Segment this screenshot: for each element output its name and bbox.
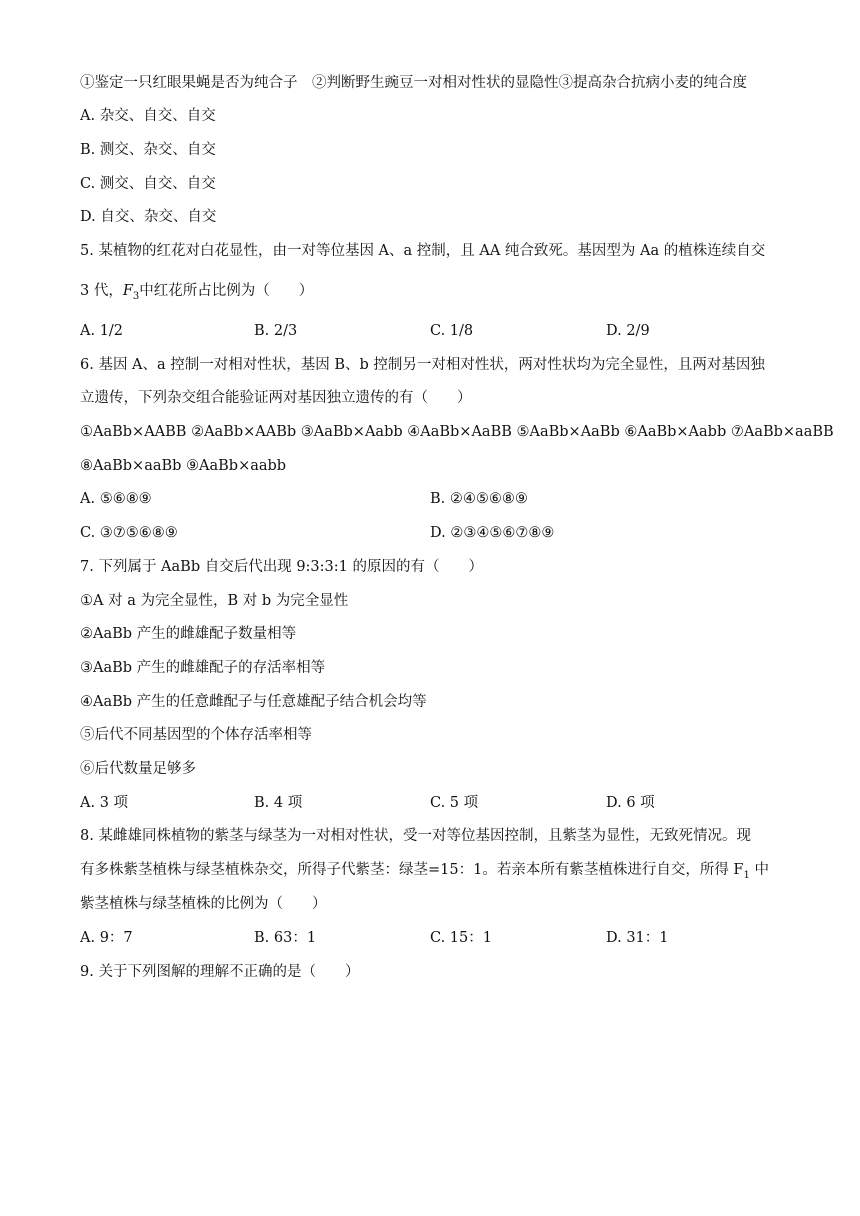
q5-f-symbol: F	[122, 283, 133, 299]
q5-line1: 5. 某植物的红花对白花显性，由一对等位基因 A、a 控制，且 AA 纯合致死。基因型为 Aa 的植株连续自交	[80, 243, 766, 259]
q7-item-6: ⑥后代数量足够多	[80, 761, 196, 777]
q4-option-b: B. 测交、杂交、自交	[80, 142, 216, 158]
q8-line3: 紫茎植株与绿茎植株的比例为（ ）	[80, 896, 327, 912]
q5-options	[80, 321, 800, 341]
q4-option-a: A. 杂交、自交、自交	[80, 108, 216, 124]
q6-line2: 立遗传，下列杂交组合能验证两对基因独立遗传的有（ ）	[80, 390, 472, 406]
q7-stem: 7. 下列属于 AaBb 自交后代出现 9:3:3:1 的原因的有（ ）	[80, 559, 483, 575]
q5-line2-pre: 3 代，	[80, 283, 123, 299]
q8-line2-pre: 有多株紫茎植株与绿茎植株杂交，所得子代紫茎：绿茎=15：1。若亲本所有紫茎植株进行自交，所得 F	[80, 862, 744, 878]
q7-item-5: ⑤后代不同基因型的个体存活率相等	[80, 727, 312, 743]
q7-options	[80, 793, 800, 813]
q5-option-b: B. 2/3	[254, 323, 298, 339]
q6-option-a: A. ⑤⑥⑧⑨	[80, 491, 152, 507]
q6-options-row1	[80, 489, 800, 509]
q8-line2	[80, 860, 769, 886]
q7-option-a: A. 3 项	[80, 795, 129, 811]
q6-combos-line1: ①AaBb×AABB ②AaBb×AABb ③AaBb×Aabb ④AaBb×AaBB ⑤AaBb×AaBb ⑥AaBb×Aabb ⑦AaBb×aaBB	[80, 424, 834, 440]
q5-option-d: D. 2/9	[606, 323, 650, 339]
q7-option-c: C. 5 项	[430, 795, 479, 811]
q5-line2-post: 中红花所占比例为（ ）	[139, 283, 314, 299]
q5-option-c: C. 1/8	[430, 323, 474, 339]
q8-option-d: D. 31：1	[606, 930, 669, 946]
q8-line2-post: 中	[749, 862, 769, 878]
q7-item-2: ②AaBb 产生的雌雄配子数量相等	[80, 626, 297, 642]
q4-stem: ①鉴定一只红眼果蝇是否为纯合子 ②判断野生豌豆一对相对性状的显隐性③提高杂合抗病小麦的纯合度	[80, 75, 747, 91]
q8-options	[80, 928, 800, 948]
q6-options-row2	[80, 523, 800, 543]
q6-combos-line2: ⑧AaBb×aaBb ⑨AaBb×aabb	[80, 458, 287, 474]
q8-option-c: C. 15：1	[430, 930, 492, 946]
q7-option-b: B. 4 项	[254, 795, 303, 811]
q6-option-b: B. ②④⑤⑥⑧⑨	[430, 491, 528, 507]
q5-option-a: A. 1/2	[80, 323, 124, 339]
q7-item-4: ④AaBb 产生的任意雌配子与任意雄配子结合机会均等	[80, 694, 427, 710]
q7-item-3: ③AaBb 产生的雌雄配子的存活率相等	[80, 660, 326, 676]
q6-option-c: C. ③⑦⑤⑥⑧⑨	[80, 525, 178, 541]
q4-option-c: C. 测交、自交、自交	[80, 176, 216, 192]
q7-item-1: ①A 对 a 为完全显性，B 对 b 为完全显性	[80, 593, 349, 609]
q6-line1: 6. 基因 A、a 控制一对相对性状，基因 B、b 控制另一对相对性状，两对性状均为完全显性，且两对基因独	[80, 357, 765, 373]
q7-option-d: D. 6 项	[606, 795, 655, 811]
q8-line1: 8. 某雌雄同株植物的紫茎与绿茎为一对相对性状，受一对等位基因控制，且紫茎为显性，无致死情况。现	[80, 828, 751, 844]
q5-line2	[80, 281, 313, 307]
q5-f-subscript: 3	[132, 290, 140, 302]
q4-option-d: D. 自交、杂交、自交	[80, 209, 217, 225]
q8-option-a: A. 9：7	[80, 930, 133, 946]
q6-option-d: D. ②③④⑤⑥⑦⑧⑨	[430, 525, 555, 541]
q8-option-b: B. 63：1	[254, 930, 317, 946]
q8-f-subscript: 1	[743, 869, 750, 881]
q9-stem: 9. 关于下列图解的理解不正确的是（ ）	[80, 964, 360, 980]
